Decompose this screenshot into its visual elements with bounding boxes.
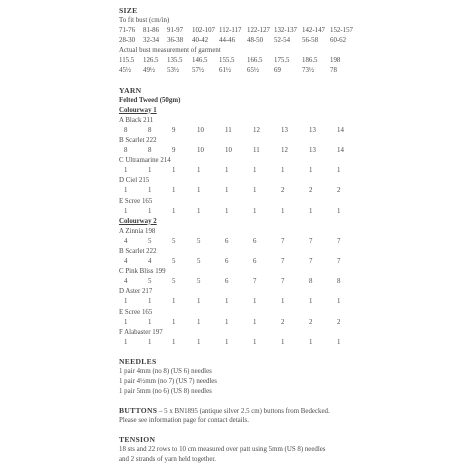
yarn-quantity-row	[119, 207, 459, 217]
size-value: 69	[274, 67, 281, 75]
size-value: 2	[309, 318, 313, 326]
size-value: 91-97	[167, 27, 184, 35]
buttons-heading: BUTTONS	[119, 406, 158, 416]
yarn-colour-name: A Black 211	[119, 116, 154, 124]
yarn-colour-name: E Scree 165	[119, 197, 153, 205]
size-value: 1	[281, 298, 285, 306]
size-value: 1	[253, 338, 257, 346]
size-value: 7	[281, 278, 285, 286]
size-value: 152-157	[330, 27, 353, 35]
size-value: 5	[172, 278, 176, 286]
size-value: 1	[197, 338, 201, 346]
size-value: 11	[253, 147, 260, 155]
size-value: 32-34	[143, 37, 160, 45]
size-value: 9	[172, 147, 176, 155]
size-value: 1	[148, 207, 152, 215]
actual-in-row	[119, 66, 459, 76]
size-value: 8	[337, 278, 341, 286]
yarn-colour-name: B Scarlet 222	[119, 247, 157, 255]
size-value: 115.5	[119, 57, 135, 65]
size-value: 5	[148, 237, 152, 245]
size-value: 1	[124, 338, 128, 346]
size-value: 8	[124, 147, 128, 155]
size-value: 10	[225, 147, 232, 155]
size-value: 4	[124, 258, 128, 266]
size-value: 8	[148, 126, 152, 134]
size-value: 5	[197, 278, 201, 286]
size-value: 1	[253, 298, 257, 306]
size-value: 14	[337, 147, 344, 155]
size-value: 36-38	[167, 37, 184, 45]
size-value: 28-30	[119, 37, 136, 45]
size-value: 175.5	[274, 57, 290, 65]
colourway-2-list	[119, 227, 459, 348]
size-value: 9	[172, 126, 176, 134]
size-value: 2	[281, 318, 285, 326]
size-value: 7	[281, 258, 285, 266]
size-value: 78	[330, 67, 337, 75]
size-value: 53½	[167, 67, 180, 75]
yarn-quantity-row	[119, 166, 459, 176]
size-value: 1	[225, 167, 229, 175]
size-value: 1	[253, 167, 257, 175]
size-value: 8	[124, 126, 128, 134]
size-value: 1	[309, 338, 313, 346]
size-value: 155.5	[219, 57, 235, 65]
size-value: 1	[225, 207, 229, 215]
size-value: 1	[337, 167, 341, 175]
size-value: 1	[253, 187, 257, 195]
size-value: 12	[281, 147, 288, 155]
size-value: 10	[197, 147, 204, 155]
size-value: 1	[124, 167, 128, 175]
size-value: 5	[172, 258, 176, 266]
size-value: 1	[337, 338, 341, 346]
colourway-1-list	[119, 116, 459, 217]
size-value: 10	[197, 126, 204, 134]
size-value: 1	[337, 207, 341, 215]
size-value: 2	[337, 318, 341, 326]
needle-line: 1 pair 4½mm (no 7) (US 7) needles	[119, 378, 217, 385]
size-value: 6	[253, 258, 257, 266]
size-value: 1	[172, 167, 176, 175]
bust-cm-row	[119, 26, 459, 36]
bust-label: To fit bust (cm/in)	[119, 17, 170, 24]
yarn-colour-name: D Aster 217	[119, 288, 153, 296]
size-value: 52-54	[274, 37, 291, 45]
size-value: 5	[197, 237, 201, 245]
yarn-quantity-row	[119, 237, 459, 247]
size-value: 7	[337, 258, 341, 266]
size-value: 1	[309, 167, 313, 175]
size-value: 14	[337, 126, 344, 134]
size-value: 112-117	[219, 27, 242, 35]
yarn-colour-name: A Zinnia 198	[119, 227, 156, 235]
yarn-quantity-row	[119, 186, 459, 196]
size-value: 4	[124, 278, 128, 286]
bust-in-row	[119, 36, 459, 46]
size-value: 186.5	[302, 57, 318, 65]
size-value: 11	[225, 126, 232, 134]
size-value: 1	[172, 187, 176, 195]
size-value: 7	[253, 278, 257, 286]
size-value: 1	[253, 207, 257, 215]
yarn-quantity-row	[119, 297, 459, 307]
size-value: 57½	[192, 67, 205, 75]
size-value: 1	[225, 318, 229, 326]
size-value: 40-42	[192, 37, 209, 45]
yarn-colour-name: E Scree 165	[119, 308, 153, 316]
size-value: 8	[148, 147, 152, 155]
size-value: 61½	[219, 67, 232, 75]
size-value: 1	[225, 338, 229, 346]
size-value: 1	[172, 298, 176, 306]
yarn-heading: YARN	[119, 85, 142, 95]
size-value: 49½	[143, 67, 156, 75]
size-value: 102-107	[192, 27, 215, 35]
size-value: 6	[225, 258, 229, 266]
size-value: 81-86	[143, 27, 160, 35]
size-value: 7	[337, 237, 341, 245]
size-value: 1	[197, 167, 201, 175]
size-value: 1	[124, 298, 128, 306]
size-value: 126.5	[143, 57, 159, 65]
size-value: 1	[281, 207, 285, 215]
buttons-info: Please see information page for contact details.	[119, 417, 249, 425]
size-value: 1	[309, 298, 313, 306]
size-value: 5	[197, 258, 201, 266]
size-value: 1	[124, 187, 128, 195]
pattern-info-page	[119, 6, 459, 466]
colourway-2-label: Colourway 2	[119, 217, 157, 225]
needles-heading: NEEDLES	[119, 356, 157, 366]
yarn-colour-name: C Ultramarine 214	[119, 157, 171, 165]
size-value: 1	[253, 318, 257, 326]
yarn-quantity-row	[119, 277, 459, 287]
buttons-line	[119, 406, 459, 416]
size-value: 1	[225, 187, 229, 195]
size-value: 13	[309, 147, 316, 155]
size-value: 12	[253, 126, 260, 134]
yarn-quantity-row	[119, 318, 459, 328]
size-value: 7	[309, 237, 313, 245]
size-value: 2	[337, 187, 341, 195]
needle-line: 1 pair 5mm (no 6) (US 8) needles	[119, 388, 212, 396]
size-value: 56-58	[302, 37, 319, 45]
size-value: 4	[124, 237, 128, 245]
yarn-quantity-row	[119, 126, 459, 136]
size-value: 48-50	[247, 37, 264, 45]
size-value: 135.5	[167, 57, 183, 65]
size-value: 1	[148, 318, 152, 326]
tension-line-1: 18 sts and 22 rows to 10 cm measured over patt using 5mm (US 8) needles	[119, 446, 326, 454]
size-value: 13	[309, 126, 316, 134]
size-value: 1	[197, 187, 201, 195]
size-value: 122-127	[247, 27, 270, 35]
size-value: 198	[330, 57, 341, 65]
tension-line-2: and 2 strands of yarn held together.	[119, 456, 217, 464]
size-value: 71-76	[119, 27, 136, 35]
size-value: 8	[309, 278, 313, 286]
size-value: 2	[281, 187, 285, 195]
size-value: 1	[225, 298, 229, 306]
actual-cm-row	[119, 56, 459, 66]
size-value: 7	[281, 237, 285, 245]
size-value: 65½	[247, 67, 260, 75]
size-value: 1	[337, 298, 341, 306]
size-value: 1	[148, 338, 152, 346]
size-value: 1	[197, 298, 201, 306]
size-value: 132-137	[274, 27, 297, 35]
size-value: 6	[253, 237, 257, 245]
size-value: 73½	[302, 67, 315, 75]
size-value: 1	[172, 318, 176, 326]
yarn-quantity-row	[119, 257, 459, 267]
size-value: 1	[148, 298, 152, 306]
size-value: 1	[197, 318, 201, 326]
yarn-quantity-row	[119, 338, 459, 348]
yarn-colour-name: B Scarlet 222	[119, 136, 157, 144]
size-value: 1	[281, 338, 285, 346]
size-value: 1	[124, 207, 128, 215]
needle-line: 1 pair 4mm (no 8) (US 6) needles	[119, 367, 212, 375]
size-value: 7	[309, 258, 313, 266]
size-value: 2	[309, 187, 313, 195]
size-value: 166.5	[247, 57, 263, 65]
yarn-type: Felted Tweed (50gm)	[119, 96, 181, 104]
colourway-1-label: Colourway 1	[119, 106, 157, 114]
buttons-text: – 5 x BN1895 (antique silver 2.5 cm) buttons from Bedecked.	[157, 408, 330, 416]
size-value: 13	[281, 126, 288, 134]
size-value: 1	[148, 187, 152, 195]
size-value: 6	[225, 278, 229, 286]
size-value: 5	[148, 278, 152, 286]
size-value: 44-46	[219, 37, 236, 45]
actual-bust-label: Actual bust measurement of garment	[119, 47, 221, 55]
size-value: 4	[148, 258, 152, 266]
yarn-colour-name: F Alabaster 197	[119, 328, 163, 336]
size-value: 1	[172, 207, 176, 215]
size-value: 5	[172, 237, 176, 245]
size-value: 1	[172, 338, 176, 346]
yarn-colour-name: D Ciel 215	[119, 177, 150, 185]
size-value: 1	[197, 207, 201, 215]
size-value: 60-62	[330, 37, 347, 45]
size-value: 1	[309, 207, 313, 215]
tension-heading: TENSION	[119, 435, 156, 445]
size-value: 142-147	[302, 27, 325, 35]
yarn-quantity-row	[119, 146, 459, 156]
size-heading: SIZE	[119, 6, 138, 15]
size-value: 1	[281, 167, 285, 175]
yarn-colour-name: C Pink Bliss 199	[119, 268, 166, 276]
size-value: 45½	[119, 67, 132, 75]
size-value: 6	[225, 237, 229, 245]
size-value: 1	[124, 318, 128, 326]
size-value: 146.5	[192, 57, 208, 65]
size-value: 1	[148, 167, 152, 175]
